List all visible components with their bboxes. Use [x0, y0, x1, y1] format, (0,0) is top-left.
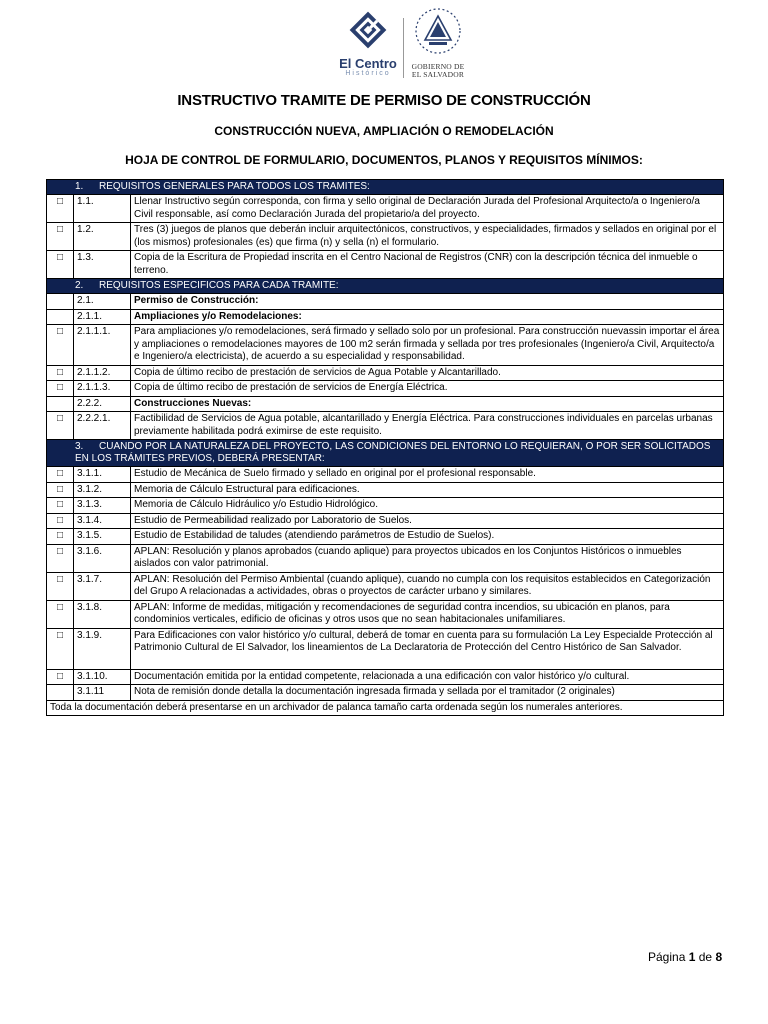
table-row — [47, 381, 724, 397]
header-logos — [0, 6, 768, 86]
table-row — [47, 482, 724, 498]
section-number: 1. — [75, 181, 84, 192]
table-row — [47, 669, 724, 685]
item-number: 2.1.1. — [74, 309, 131, 325]
table-row — [47, 309, 724, 325]
page-current: 1 — [688, 950, 696, 964]
gobierno-logo — [405, 6, 471, 86]
item-number: 3.1.7. — [74, 572, 131, 600]
item-text: Tres (3) juegos de planos que deberán incluir arquitectónicos, constructivos, y especialidades, firmados y sellados en original por el (los mismos) profesionales (es) que firma (n) y sella (n) el formulario. — [131, 223, 724, 251]
item-number: 1.1. — [74, 195, 131, 223]
page-label: Página — [648, 950, 686, 964]
table-row — [47, 572, 724, 600]
checkbox[interactable]: □ — [47, 529, 74, 545]
table-row — [47, 365, 724, 381]
item-text: Memoria de Cálculo Hidráulico y/o Estudio Hidrológico. — [131, 498, 724, 514]
section-title: REQUISITOS ESPECIFICOS PARA CADA TRAMITE: — [99, 280, 339, 291]
item-number: 3.1.2. — [74, 482, 131, 498]
item-number: 2.2.2. — [74, 396, 131, 412]
item-text: Copia de último recibo de prestación de servicios de Agua Potable y Alcantarillado. — [131, 365, 724, 381]
item-number: 2.2.2.1. — [74, 412, 131, 440]
checkbox[interactable]: □ — [47, 498, 74, 514]
checkbox[interactable]: □ — [47, 195, 74, 223]
item-number: 3.1.1. — [74, 467, 131, 483]
checkbox[interactable]: □ — [47, 381, 74, 397]
diamond-emblem-icon — [348, 10, 388, 50]
section-number: 2. — [75, 280, 84, 291]
item-text: Estudio de Estabilidad de taludes (atendiendo parámetros de Estudio de Suelos). — [131, 529, 724, 545]
checkbox[interactable]: □ — [47, 669, 74, 685]
item-number: 2.1.1.1. — [74, 325, 131, 366]
item-text: Documentación emitida por la entidad competente, relacionada a una edificación con valor histórico y/o cultural. — [131, 669, 724, 685]
item-number: 2.1.1.2. — [74, 365, 131, 381]
page-number — [648, 950, 722, 964]
table-row-footer — [47, 700, 724, 716]
section-number: 3. — [75, 441, 84, 452]
item-text: Nota de remisión donde detalla la documentación ingresada firmada y sellada por el tramitador (2 originales) — [131, 685, 724, 701]
item-text: Estudio de Permeabilidad realizado por Laboratorio de Suelos. — [131, 513, 724, 529]
table-row — [47, 685, 724, 701]
coat-of-arms-icon — [413, 6, 463, 58]
checkbox[interactable]: □ — [47, 412, 74, 440]
page-title: INSTRUCTIVO TRAMITE DE PERMISO DE CONSTRUCCIÓN — [177, 92, 591, 109]
item-number: 2.1.1.3. — [74, 381, 131, 397]
page-of: de — [698, 950, 713, 964]
item-number: 1.2. — [74, 223, 131, 251]
checkbox[interactable]: □ — [47, 365, 74, 381]
footer-note: Toda la documentación deberá presentarse en un archivador de palanca tamaño carta ordenada según los numerales anteriores. — [47, 700, 724, 716]
item-number: 3.1.9. — [74, 628, 131, 669]
section-header — [47, 180, 724, 195]
item-text: Copia de último recibo de prestación de servicios de Energía Eléctrica. — [131, 381, 724, 397]
checkbox[interactable]: □ — [47, 572, 74, 600]
checkbox[interactable]: □ — [47, 600, 74, 628]
item-number: 3.1.10. — [74, 669, 131, 685]
checkbox-empty — [47, 294, 74, 310]
table-row — [47, 628, 724, 669]
el-centro-historico-logo — [333, 10, 403, 84]
table-row — [47, 223, 724, 251]
item-text: Copia de la Escritura de Propiedad inscrita en el Centro Nacional de Registros (CNR) con la descripción técnica del inmueble o terreno. — [131, 251, 724, 279]
item-text: Estudio de Mecánica de Suelo firmado y sellado en original por el profesional responsable. — [131, 467, 724, 483]
section-header — [47, 279, 724, 294]
item-number: 3.1.3. — [74, 498, 131, 514]
table-row — [47, 325, 724, 366]
table-row — [47, 498, 724, 514]
item-number: 3.1.11 — [74, 685, 131, 701]
table-row — [47, 544, 724, 572]
checkbox[interactable]: □ — [47, 467, 74, 483]
item-number: 3.1.6. — [74, 544, 131, 572]
section-header — [47, 440, 724, 467]
subtitle: CONSTRUCCIÓN NUEVA, AMPLIACIÓN O REMODELACIÓN — [214, 124, 554, 138]
item-text: Ampliaciones y/o Remodelaciones: — [131, 309, 724, 325]
checkbox[interactable]: □ — [47, 251, 74, 279]
checkbox[interactable]: □ — [47, 513, 74, 529]
table-row — [47, 251, 724, 279]
gob-line1: GOBIERNO DE — [411, 62, 465, 71]
checkbox[interactable]: □ — [47, 628, 74, 669]
item-text: Llenar Instructivo según corresponda, con firma y sello original de Declaración Jurada del Profesional Arquitecto/a o Ingeniero/a Civil responsable, así como Declaración Jurada del propietario/a del proyecto. — [131, 195, 724, 223]
item-text: APLAN: Informe de medidas, mitigación y recomendaciones de seguridad contra incendios, su ubicación en planos, para condominios verticales, edificio de oficinas y otros usos que no sean habitacionales unifamiliares. — [131, 600, 724, 628]
table-row — [47, 529, 724, 545]
item-text: Memoria de Cálculo Estructural para edificaciones. — [131, 482, 724, 498]
item-text: Factibilidad de Servicios de Agua potable, alcantarillado y Energía Eléctrica. Para construcciones individuales en parcelas urbanas previamente habilitada podrá eximirse de este requisito. — [131, 412, 724, 440]
checkbox-empty — [47, 685, 74, 701]
table-row — [47, 467, 724, 483]
item-number: 3.1.5. — [74, 529, 131, 545]
table-row — [47, 294, 724, 310]
item-text: Construcciones Nuevas: — [131, 396, 724, 412]
item-number: 3.1.8. — [74, 600, 131, 628]
table-row — [47, 600, 724, 628]
section-title: REQUISITOS GENERALES PARA TODOS LOS TRAMITES: — [99, 181, 370, 192]
logo-sub: Histórico — [345, 70, 391, 77]
checkbox-empty — [47, 309, 74, 325]
section-title: CUANDO POR LA NATURALEZA DEL PROYECTO, LAS CONDICIONES DEL ENTORNO LO REQUIERAN, O POR SER SOLICITADOS EN LOS TRÁMITES PREVIOS, DEBERÁ PRESENTAR: — [75, 441, 711, 464]
table-row — [47, 513, 724, 529]
checkbox[interactable]: □ — [47, 325, 74, 366]
gob-line2: EL SALVADOR — [411, 70, 465, 79]
item-text: Para ampliaciones y/o remodelaciones, será firmado y sellado solo por un profesional. Para construcción nuevassin importar el área y ampliaciones o remodelaciones mayores de 100 m2 serán firmada y sellada por tres profesionales (Ingeniero/a Civil, Arquitecto/a e Ingeniero/a electricista), de acuerdo a su especialidad y responsabilidad. — [131, 325, 724, 366]
checkbox[interactable]: □ — [47, 544, 74, 572]
page-total: 8 — [715, 950, 723, 964]
item-text: Para Edificaciones con valor histórico y/o cultural, deberá de tomar en cuenta para su formulación La Ley Especialde Protección al Patrimonio Cultural de El Salvador, los lineamientos de La Declaratoria de Protección del Centro Histórico de San Salvador. — [131, 628, 724, 669]
checkbox[interactable]: □ — [47, 482, 74, 498]
logo-divider — [403, 18, 404, 78]
subtitle-control-sheet: HOJA DE CONTROL DE FORMULARIO, DOCUMENTOS, PLANOS Y REQUISITOS MÍNIMOS: — [125, 153, 643, 167]
table-row — [47, 396, 724, 412]
item-number: 2.1. — [74, 294, 131, 310]
logo-name: El Centro — [339, 56, 397, 71]
checkbox[interactable]: □ — [47, 223, 74, 251]
table-row — [47, 195, 724, 223]
item-number: 3.1.4. — [74, 513, 131, 529]
item-text: APLAN: Resolución del Permiso Ambiental (cuando aplique), cuando no cumpla con los requisitos establecidos en Categorización del Grupo A relacionadas a actividades, obras o proyectos de carácter urbano y similares. — [131, 572, 724, 600]
checkbox-empty — [47, 396, 74, 412]
item-text: Permiso de Construcción: — [131, 294, 724, 310]
requirements-table — [46, 179, 724, 716]
item-number: 1.3. — [74, 251, 131, 279]
item-text: APLAN: Resolución y planos aprobados (cuando aplique) para proyectos ubicados en los Conjuntos Históricos o inmuebles aislados con valor patrimonial. — [131, 544, 724, 572]
table-row — [47, 412, 724, 440]
